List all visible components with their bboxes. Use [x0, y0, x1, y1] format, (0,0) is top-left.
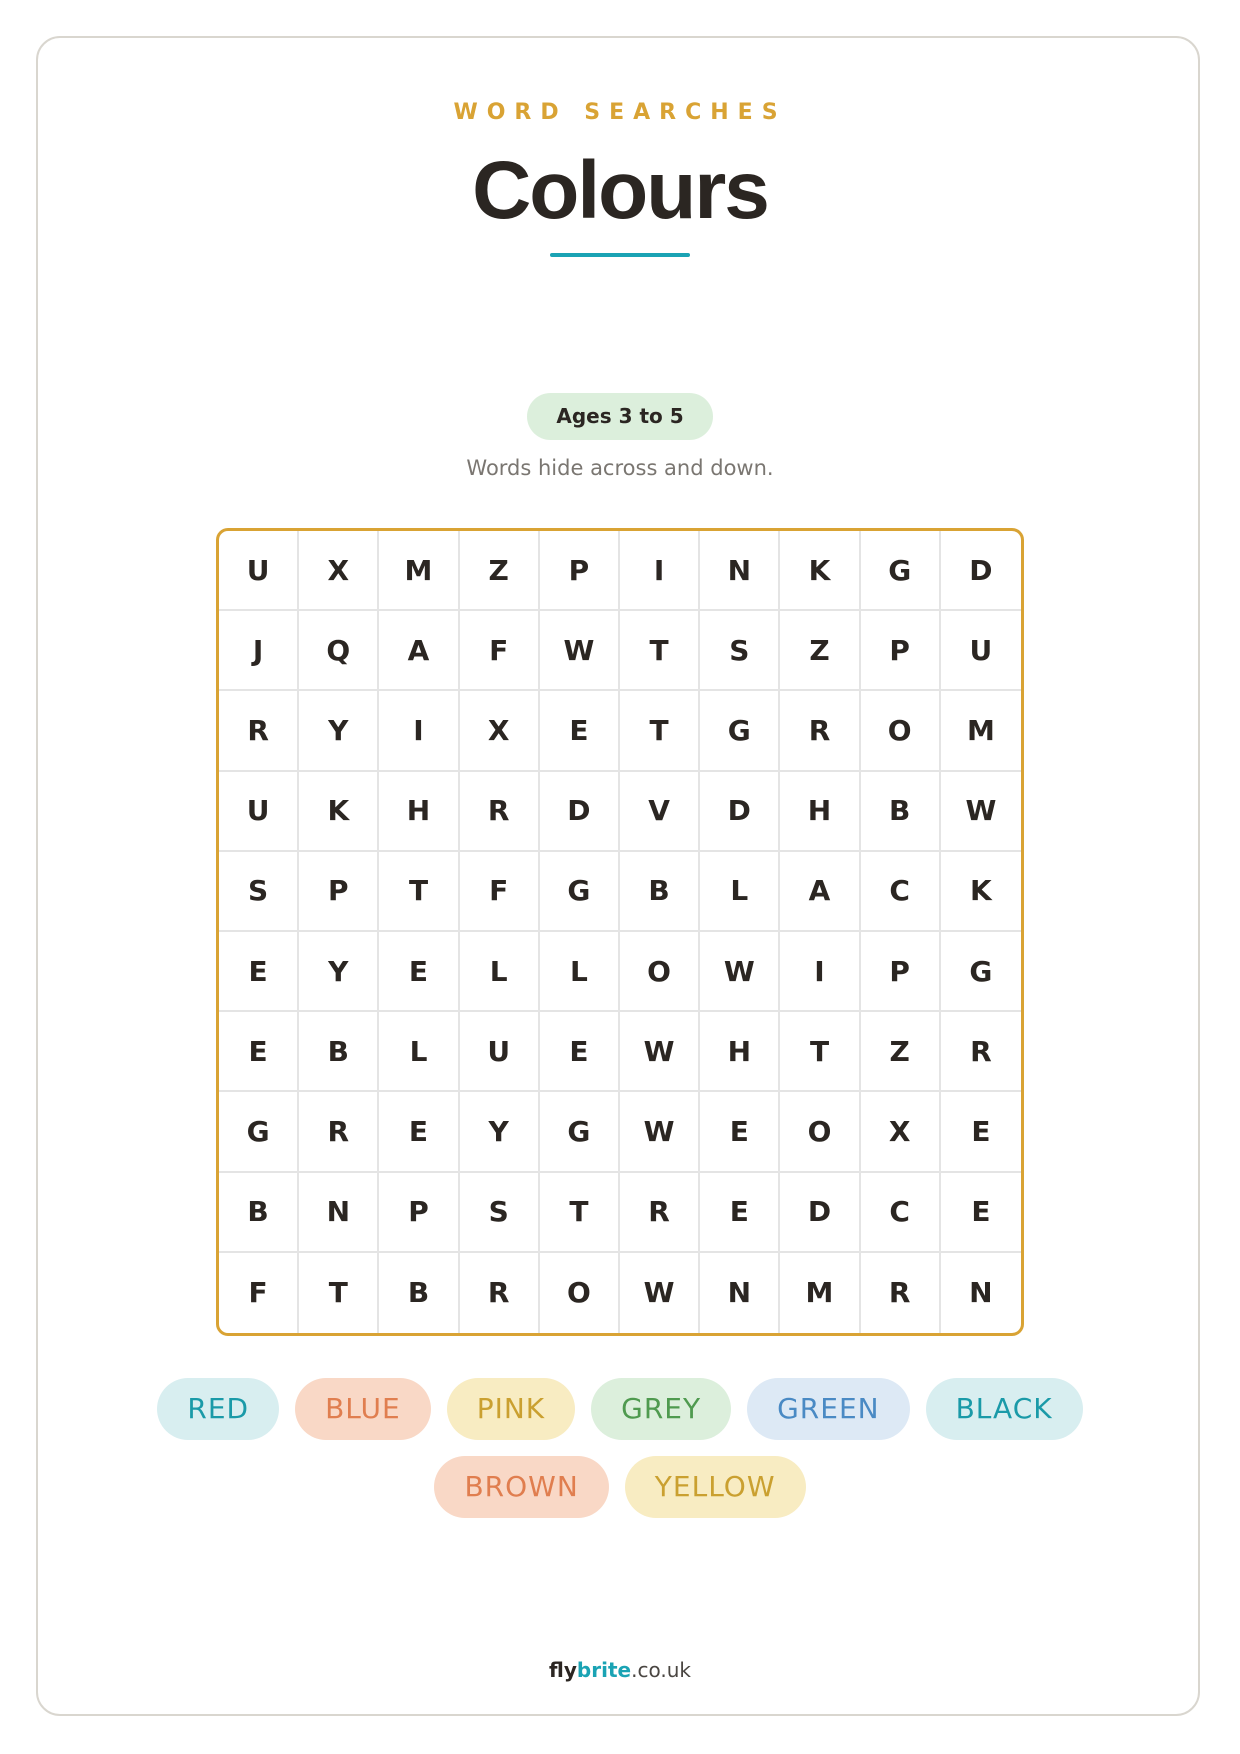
grid-cell[interactable]: Y: [460, 1092, 540, 1172]
grid-cell[interactable]: X: [460, 691, 540, 771]
grid-cell[interactable]: R: [861, 1253, 941, 1333]
grid-cell[interactable]: W: [700, 932, 780, 1012]
grid-cell[interactable]: T: [379, 852, 459, 932]
grid-cell[interactable]: T: [620, 691, 700, 771]
grid-cell[interactable]: T: [620, 611, 700, 691]
grid-cell[interactable]: N: [299, 1173, 379, 1253]
grid-cell[interactable]: E: [379, 1092, 459, 1172]
page-title: Colours: [472, 145, 768, 236]
worksheet-category: WORD SEARCHES: [453, 100, 787, 125]
grid-cell[interactable]: Z: [861, 1012, 941, 1092]
brand-domain: .co.uk: [631, 1658, 691, 1682]
grid-cell[interactable]: O: [780, 1092, 860, 1172]
grid-cell[interactable]: H: [379, 772, 459, 852]
grid-cell[interactable]: U: [941, 611, 1021, 691]
grid-cell[interactable]: L: [379, 1012, 459, 1092]
grid-cell[interactable]: Q: [299, 611, 379, 691]
grid-cell[interactable]: W: [941, 772, 1021, 852]
grid-cell[interactable]: F: [219, 1253, 299, 1333]
grid-cell[interactable]: E: [219, 1012, 299, 1092]
footer-brand: [0, 1658, 1240, 1682]
grid-cell[interactable]: G: [219, 1092, 299, 1172]
grid-cell[interactable]: P: [299, 852, 379, 932]
grid-cell[interactable]: O: [861, 691, 941, 771]
grid-cell[interactable]: P: [379, 1173, 459, 1253]
grid-cell[interactable]: X: [861, 1092, 941, 1172]
grid-cell[interactable]: F: [460, 611, 540, 691]
grid-cell[interactable]: E: [941, 1173, 1021, 1253]
grid-cell[interactable]: G: [861, 531, 941, 611]
grid-cell[interactable]: N: [700, 531, 780, 611]
grid-cell[interactable]: R: [941, 1012, 1021, 1092]
grid-cell[interactable]: H: [780, 772, 860, 852]
grid-cell[interactable]: J: [219, 611, 299, 691]
grid-cell[interactable]: D: [941, 531, 1021, 611]
brand-fly: fly: [549, 1658, 577, 1682]
grid-cell[interactable]: L: [460, 932, 540, 1012]
grid-cell[interactable]: K: [941, 852, 1021, 932]
grid-cell[interactable]: Y: [299, 691, 379, 771]
grid-cell[interactable]: K: [299, 772, 379, 852]
grid-cell[interactable]: H: [700, 1012, 780, 1092]
grid-cell[interactable]: E: [379, 932, 459, 1012]
grid-cell[interactable]: G: [700, 691, 780, 771]
grid-cell[interactable]: R: [620, 1173, 700, 1253]
grid-cell[interactable]: O: [540, 1253, 620, 1333]
grid-cell[interactable]: U: [219, 531, 299, 611]
word-chip-black: BLACK: [926, 1378, 1083, 1440]
grid-cell[interactable]: G: [941, 932, 1021, 1012]
grid-cell[interactable]: I: [379, 691, 459, 771]
grid-cell[interactable]: U: [219, 772, 299, 852]
grid-cell[interactable]: C: [861, 1173, 941, 1253]
grid-cell[interactable]: R: [219, 691, 299, 771]
grid-cell[interactable]: Z: [780, 611, 860, 691]
word-chip-brown: BROWN: [434, 1456, 608, 1518]
grid-cell[interactable]: Y: [299, 932, 379, 1012]
word-chip-grey: GREY: [591, 1378, 731, 1440]
grid-cell[interactable]: V: [620, 772, 700, 852]
grid-cell[interactable]: P: [861, 932, 941, 1012]
grid-cell[interactable]: E: [540, 1012, 620, 1092]
grid-cell[interactable]: B: [219, 1173, 299, 1253]
grid-cell[interactable]: T: [540, 1173, 620, 1253]
grid-cell[interactable]: L: [700, 852, 780, 932]
grid-cell[interactable]: W: [620, 1253, 700, 1333]
word-search-grid: [216, 528, 1024, 1336]
brand-brite: brite: [576, 1658, 632, 1682]
grid-cell[interactable]: A: [780, 852, 860, 932]
grid-cell[interactable]: M: [780, 1253, 860, 1333]
grid-cell[interactable]: R: [460, 1253, 540, 1333]
grid-cell[interactable]: S: [460, 1173, 540, 1253]
grid-cell[interactable]: P: [540, 531, 620, 611]
grid-cell[interactable]: L: [540, 932, 620, 1012]
grid-cell[interactable]: D: [780, 1173, 860, 1253]
grid-cell[interactable]: K: [780, 531, 860, 611]
word-chip-pink: PINK: [447, 1378, 575, 1440]
grid-cell[interactable]: G: [540, 852, 620, 932]
grid-cell[interactable]: S: [219, 852, 299, 932]
grid-cell[interactable]: X: [299, 531, 379, 611]
grid-cell[interactable]: B: [299, 1012, 379, 1092]
grid-cell[interactable]: E: [700, 1173, 780, 1253]
grid-cell[interactable]: T: [299, 1253, 379, 1333]
age-badge: Ages 3 to 5: [527, 393, 713, 440]
grid-cell[interactable]: I: [780, 932, 860, 1012]
grid-cell[interactable]: R: [299, 1092, 379, 1172]
grid-cell[interactable]: R: [460, 772, 540, 852]
grid-cell[interactable]: D: [540, 772, 620, 852]
grid-cell[interactable]: M: [941, 691, 1021, 771]
grid-cell[interactable]: E: [219, 932, 299, 1012]
instructions-text: Words hide across and down.: [466, 456, 774, 480]
grid-cell[interactable]: F: [460, 852, 540, 932]
grid-cell[interactable]: Z: [460, 531, 540, 611]
title-underline: [550, 253, 690, 257]
grid-cell[interactable]: T: [780, 1012, 860, 1092]
grid-cell[interactable]: B: [620, 852, 700, 932]
grid-cell[interactable]: E: [941, 1092, 1021, 1172]
word-chip-yellow: YELLOW: [625, 1456, 806, 1518]
grid-cell[interactable]: A: [379, 611, 459, 691]
grid-cell[interactable]: M: [379, 531, 459, 611]
grid-cell[interactable]: B: [379, 1253, 459, 1333]
word-chip-blue: BLUE: [295, 1378, 431, 1440]
word-list: [100, 1378, 1140, 1518]
grid-cell[interactable]: C: [861, 852, 941, 932]
grid-cell[interactable]: N: [700, 1253, 780, 1333]
grid-cell[interactable]: U: [460, 1012, 540, 1092]
word-chip-red: RED: [157, 1378, 279, 1440]
grid-cell[interactable]: E: [540, 691, 620, 771]
grid-cell[interactable]: G: [540, 1092, 620, 1172]
grid-cell[interactable]: W: [620, 1012, 700, 1092]
grid-cell[interactable]: B: [861, 772, 941, 852]
grid-cell[interactable]: S: [700, 611, 780, 691]
grid-cell[interactable]: W: [620, 1092, 700, 1172]
grid-cell[interactable]: I: [620, 531, 700, 611]
grid-cell[interactable]: O: [620, 932, 700, 1012]
grid-cell[interactable]: R: [780, 691, 860, 771]
grid-cell[interactable]: D: [700, 772, 780, 852]
grid-cell[interactable]: N: [969, 1276, 993, 1310]
grid-cell[interactable]: E: [700, 1092, 780, 1172]
grid-cell[interactable]: P: [861, 611, 941, 691]
word-chip-green: GREEN: [747, 1378, 909, 1440]
grid-cell[interactable]: W: [540, 611, 620, 691]
